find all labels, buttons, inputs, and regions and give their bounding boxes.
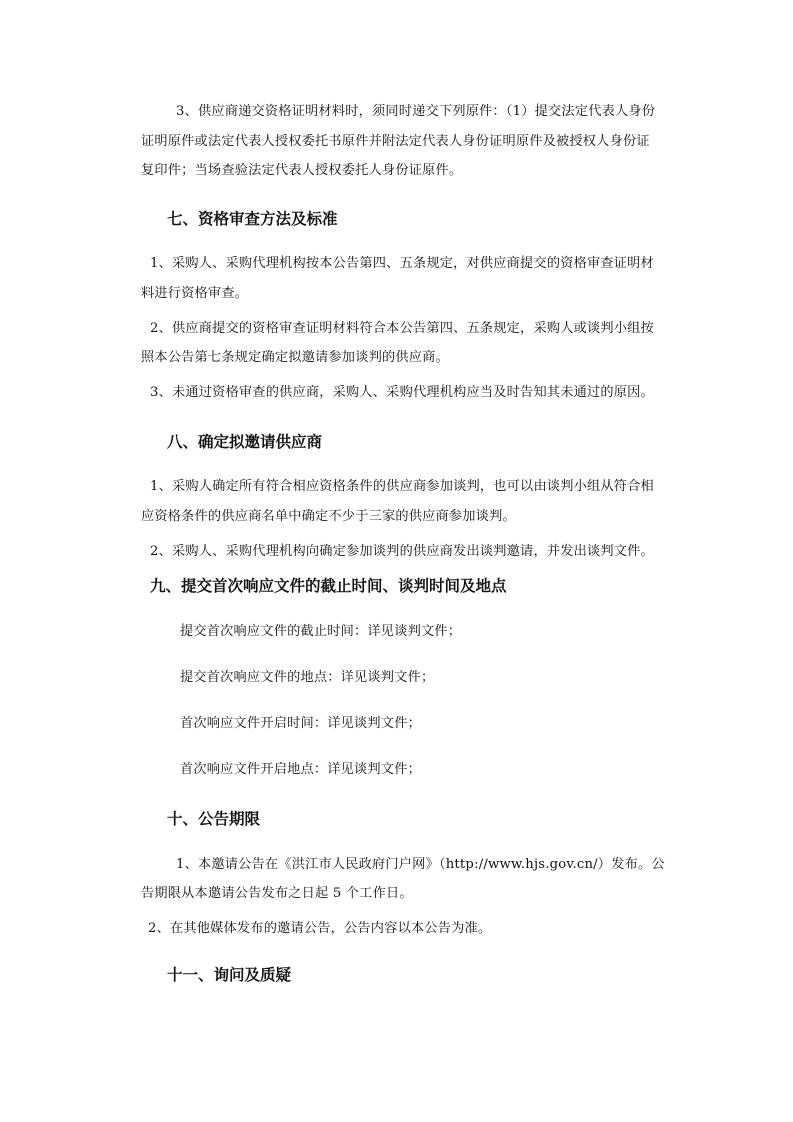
paragraph-line: 应资格条件的供应商名单中确定不少于三家的供应商参加谈判。: [141, 509, 516, 524]
paragraph-line: 1、采购人确定所有符合相应资格条件的供应商参加谈判，也可以由谈判小组从符合相: [150, 479, 654, 494]
paragraph-line: 1、本邀请公告在《洪江市人民政府门户网》（http://www.hjs.gov.cn/）发布。公: [176, 857, 665, 872]
paragraph-line: 复印件；当场查验法定代表人授权委托人身份证原件。: [141, 163, 463, 178]
paragraph-line: 首次响应文件开启时间：详见谈判文件；: [180, 716, 421, 731]
paragraph-line: 1、采购人、采购代理机构按本公告第四、五条规定，对供应商提交的资格审查证明材: [150, 256, 654, 271]
paragraph-line: 2、在其他媒体发布的邀请公告，公告内容以本公告为准。: [148, 921, 492, 936]
paragraph-line: 证明原件或法定代表人授权委托书原件并附法定代表人身份证明原件及被授权人身份证: [141, 134, 650, 149]
section-heading: 七、资格审查方法及标准: [167, 210, 338, 228]
paragraph-line: 2、采购人、采购代理机构向确定参加谈判的供应商发出谈判邀请，并发出谈判文件。: [150, 544, 654, 559]
paragraph-line: 首次响应文件开启地点：详见谈判文件；: [180, 762, 421, 777]
paragraph-line: 料进行资格审查。: [141, 286, 249, 301]
section-heading: 十一、询问及质疑: [167, 966, 292, 984]
section-heading: 九、提交首次响应文件的截止时间、谈判时间及地点: [150, 577, 507, 595]
paragraph-line: 3、供应商递交资格证明材料时，须同时递交下列原件：（1）提交法定代表人身份: [176, 104, 656, 119]
paragraph-line: 照本公告第七条规定确定拟邀请参加谈判的供应商。: [141, 350, 449, 365]
section-heading: 十、公告期限: [167, 810, 261, 828]
paragraph-line: 提交首次响应文件的截止时间：详见谈判文件；: [180, 624, 462, 639]
section-heading: 八、确定拟邀请供应商: [167, 433, 323, 451]
paragraph-line: 提交首次响应文件的地点：详见谈判文件；: [180, 670, 435, 685]
paragraph-line: 3、未通过资格审查的供应商，采购人、采购代理机构应当及时告知其未通过的原因。: [150, 385, 654, 400]
paragraph-line: 告期限从本邀请公告发布之日起 5 个工作日。: [141, 886, 413, 901]
paragraph-line: 2、供应商提交的资格审查证明材料符合本公告第四、五条规定，采购人或谈判小组按: [150, 321, 654, 336]
